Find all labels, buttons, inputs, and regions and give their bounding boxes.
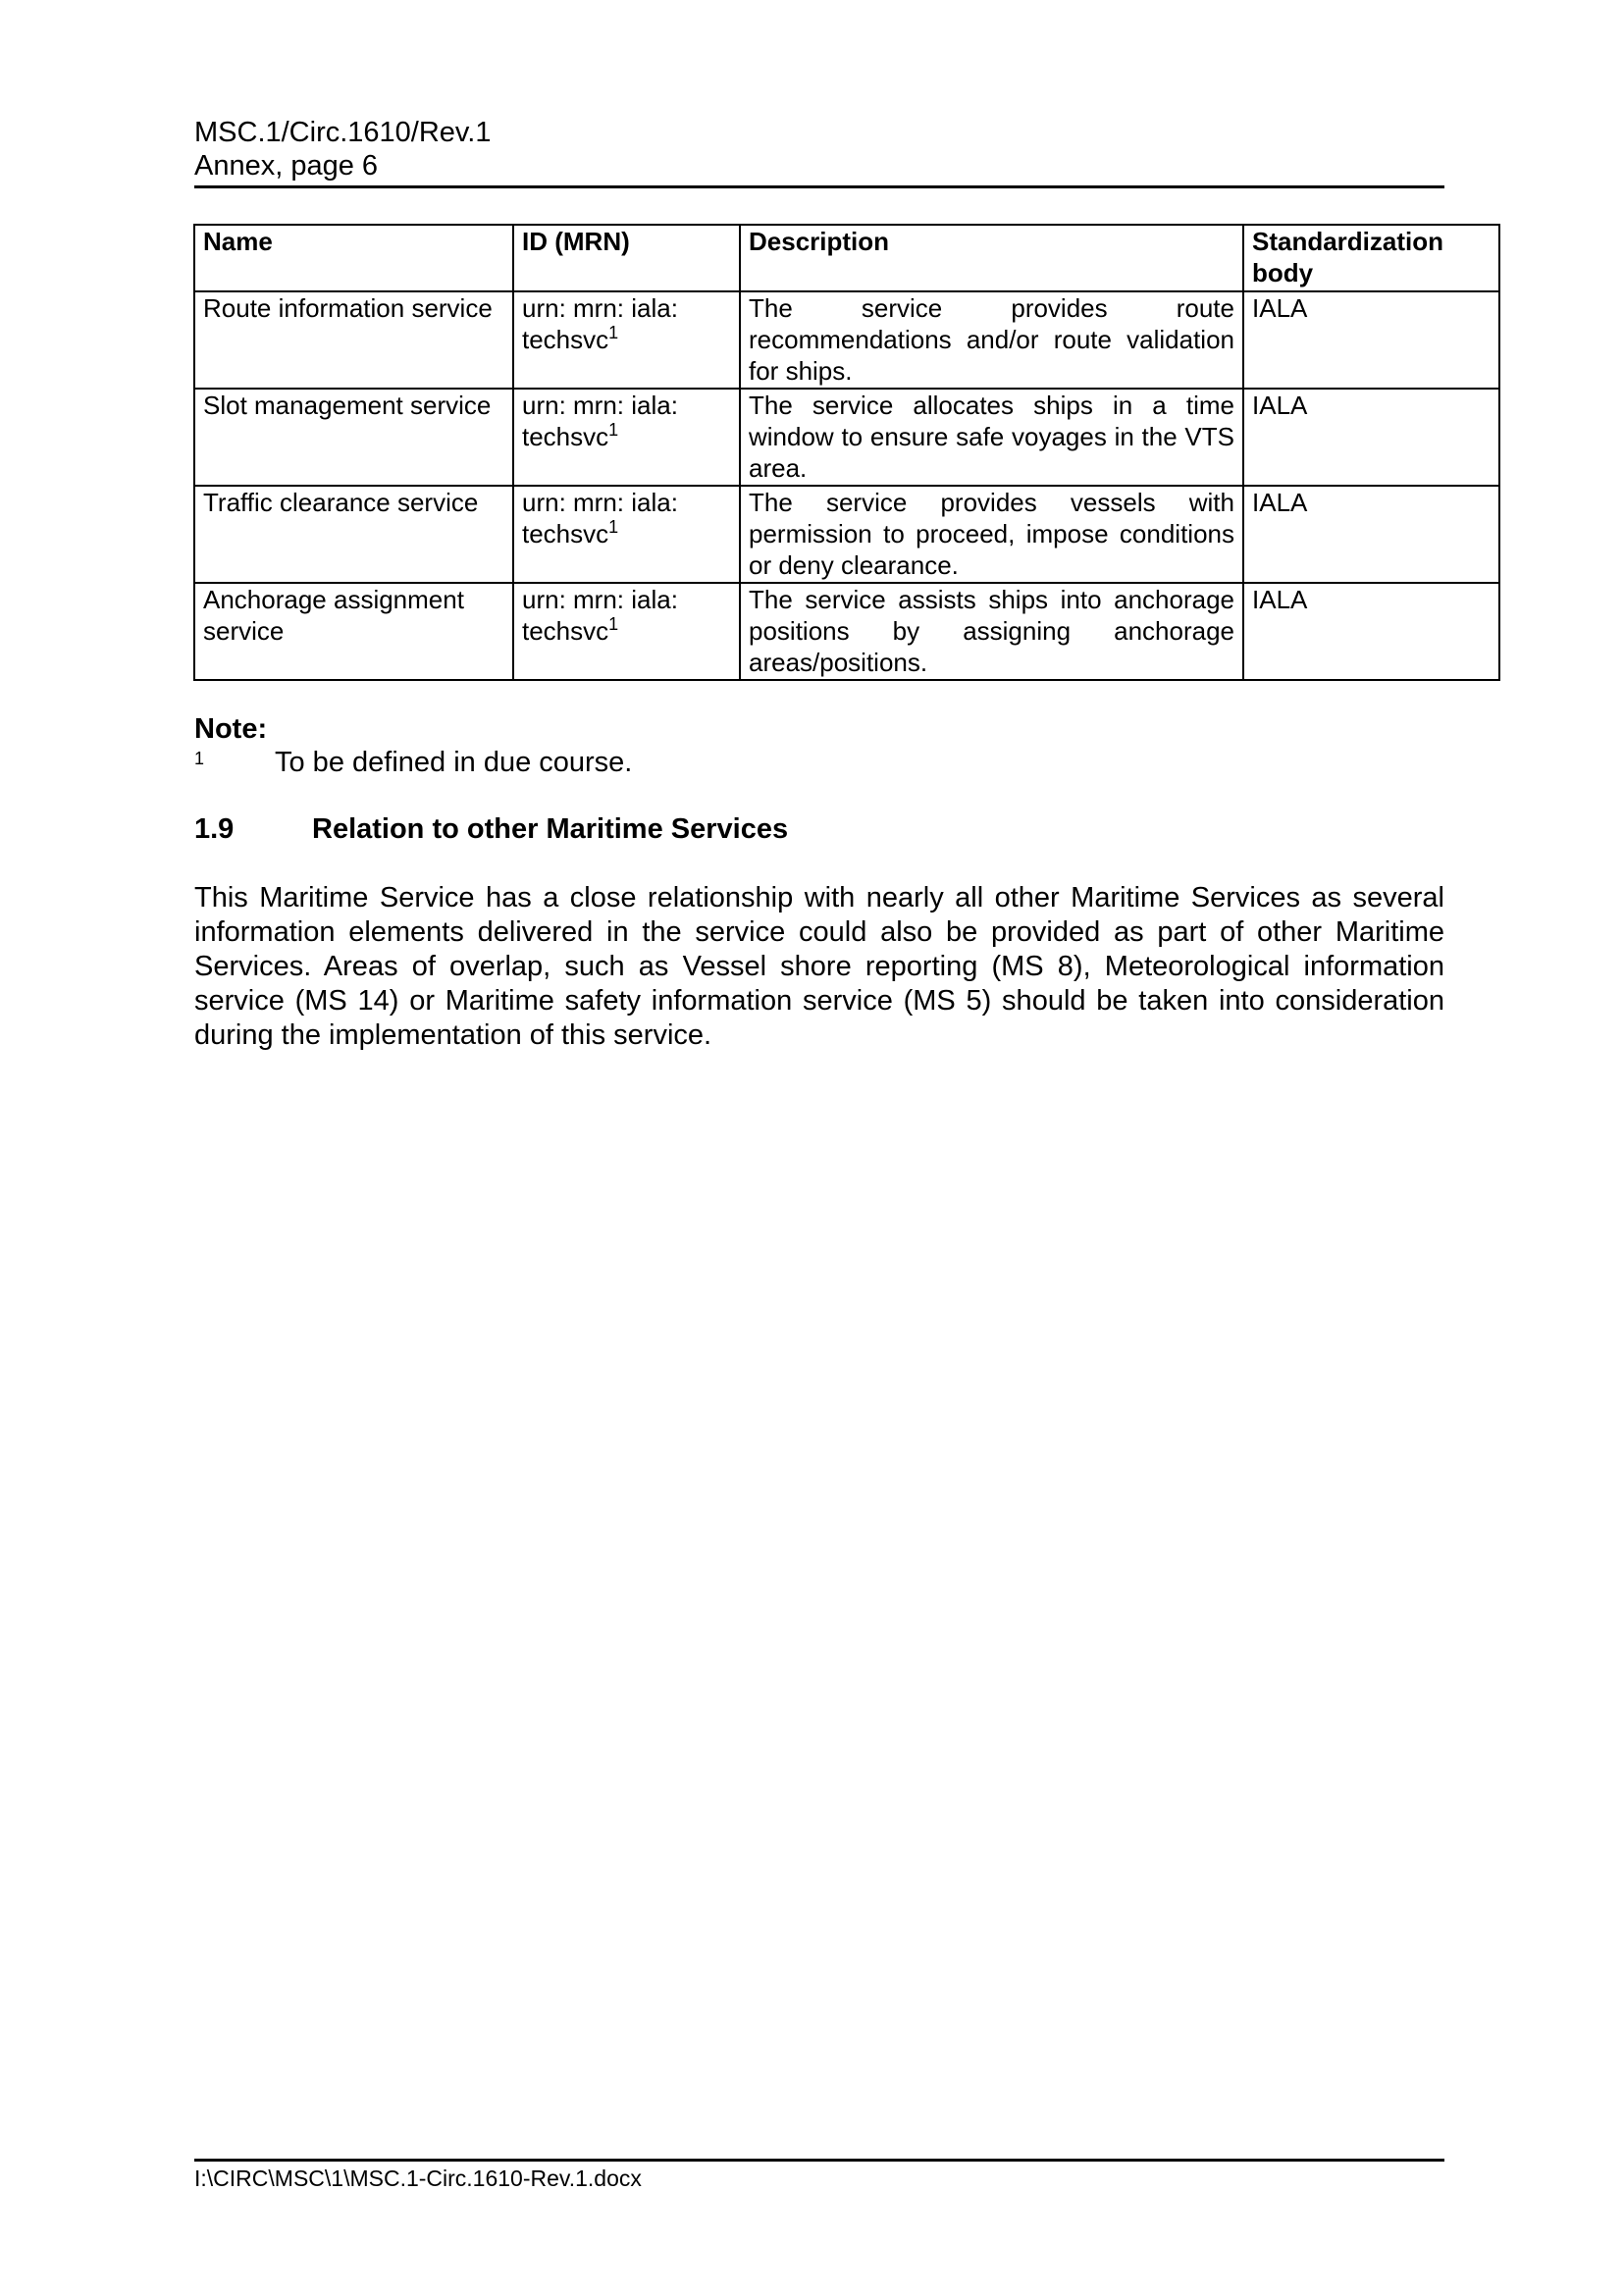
service-id-text: urn: mrn: iala: techsvc: [522, 391, 678, 451]
service-id: [513, 583, 740, 680]
standardization-body: IALA: [1243, 583, 1499, 680]
footnote-text: To be defined in due course.: [275, 747, 633, 778]
service-name: Traffic clearance service: [194, 486, 513, 583]
service-description: The service provides vessels with permission to proceed, impose conditions or deny clearance.: [740, 486, 1243, 583]
footnote-reference: 1: [608, 517, 619, 537]
footnote-reference: 1: [608, 614, 619, 634]
footnote-reference: 1: [608, 323, 619, 342]
standardization-body: IALA: [1243, 291, 1499, 389]
footer-divider: [194, 2159, 1444, 2162]
column-header-standardization-body: Standardization body: [1243, 225, 1499, 291]
service-name: Anchorage assignment service: [194, 583, 513, 680]
service-id-text: urn: mrn: iala: techsvc: [522, 585, 678, 646]
column-header-name: Name: [194, 225, 513, 291]
section-paragraph: This Maritime Service has a close relationship with nearly all other Maritime Services as several information elements delivered in the service could also be provided as part of other Maritime Services. Areas of overlap, such as Vessel shore reporting (MS 8), Meteorological information service (MS 14) or Maritime safety information service (MS 5) should be taken into consideration during the implementation of this service.: [194, 882, 1444, 1051]
service-description: The service allocates ships in a time window to ensure safe voyages in the VTS area.: [740, 389, 1243, 486]
column-header-id: ID (MRN): [513, 225, 740, 291]
page-label: Annex, page 6: [194, 150, 379, 182]
service-id: [513, 291, 740, 389]
table-row: [194, 486, 1499, 583]
service-id: [513, 389, 740, 486]
table-row: [194, 291, 1499, 389]
service-name: Route information service: [194, 291, 513, 389]
table-row: [194, 583, 1499, 680]
footer-file-path: I:\CIRC\MSC\1\MSC.1-Circ.1610-Rev.1.docx: [194, 2166, 642, 2191]
footnote-mark: 1: [194, 749, 205, 768]
table-header-row: [194, 225, 1499, 291]
column-header-description: Description: [740, 225, 1243, 291]
section-number: 1.9: [194, 813, 235, 845]
table-row: [194, 389, 1499, 486]
services-table: [193, 224, 1500, 681]
service-description: The service assists ships into anchorage positions by assigning anchorage areas/positions.: [740, 583, 1243, 680]
service-name: Slot management service: [194, 389, 513, 486]
header-divider: [194, 185, 1444, 188]
note-title: Note:: [194, 713, 268, 745]
note-block: [194, 712, 1444, 746]
service-id-text: urn: mrn: iala: techsvc: [522, 293, 678, 354]
standardization-body: IALA: [1243, 389, 1499, 486]
service-id: [513, 486, 740, 583]
page-header: [194, 116, 1444, 183]
standardization-body: IALA: [1243, 486, 1499, 583]
service-description: The service provides route recommendations and/or route validation for ships.: [740, 291, 1243, 389]
footnote-reference: 1: [608, 420, 619, 440]
service-id-text: urn: mrn: iala: techsvc: [522, 488, 678, 548]
document-reference: MSC.1/Circ.1610/Rev.1: [194, 117, 492, 148]
section-title: Relation to other Maritime Services: [312, 813, 789, 845]
